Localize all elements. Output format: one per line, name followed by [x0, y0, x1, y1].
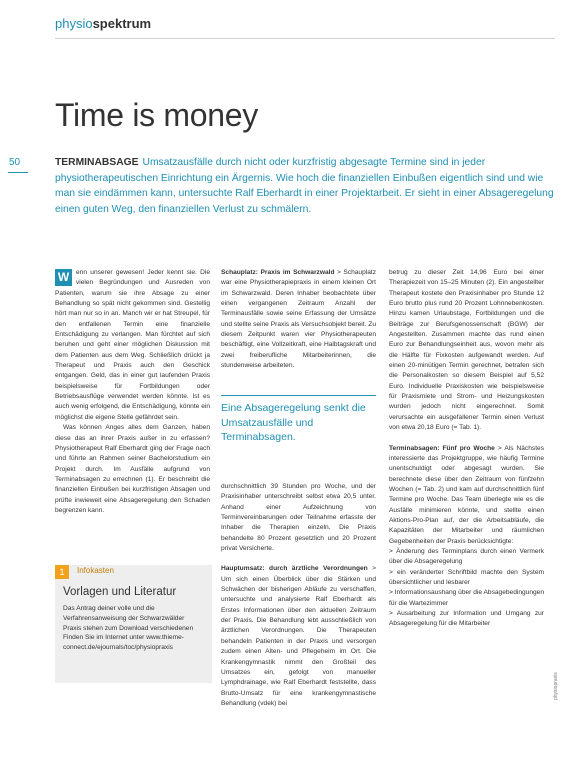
pull-quote-rule	[221, 395, 376, 396]
info-box-number: 1	[55, 565, 69, 579]
col3-heading-1: Terminabsagen: Fünf pro Woche	[389, 444, 495, 452]
column-2-lower: durchschnittlich 39 Stunden pro Woche, und der Praxisinhaber unterschreibt selbst etwa 20,5 unter. Anhand einer Aufzeichnung von Terminvereinbarungen oder Teilnahme erfasste der Inhaber die Therapien einzeln. Die Praxis behandelte 80 Prozent gesetzlich und 20 Prozent privat Versicherte. Hauptumsatz: durch ärztliche Verordnungen > Um sich einen Überblick über die Stärken und Schwächen der bisherigen Abläufe zu verschaffen, untersuchte und analysierte Ralf Eberhardt als Erstes Informationen über den aktuellen Zeitraum der Praxis. Die Behandlung lebt ausschließlich von ärztlichen Verordnungen. Die Therapeuten behandeln Patienten in der Praxis und versorgen zudem einen Alten- und Pflegeheim im Ort. Die Krankengymnastik nimmt den Großteil des Umsatzes ein, gefolgt von manueller Lymphdrainage, wie Ralf Eberhardt feststellte, dass Brutto-Umsatz für eine krankengymnastische Behandlung (vdek) bei	[221, 483, 376, 707]
col3-list-item: > Ausarbeitung zur Information und Umgang zur Absageregelung für die Mitarbeiter	[389, 610, 544, 628]
page-number-rule	[8, 172, 28, 173]
col3-list-item: > Änderung des Terminplans durch einen Vermerk über die Absageregelung	[389, 547, 544, 566]
intro-lead: TERMINABSAGE	[55, 157, 139, 168]
header-prefix: physio	[55, 16, 93, 31]
intro-text: Umsatzausfälle durch nicht oder kurzfristig abgesagte Termine sind in jeder physiotherapeutischen Einrichtung ein Ärgernis. Wie hoch die finanziellen Einbußen eigentlich sind und wie man sie eindämmen kann, untersuchte Ralf Eberhardt in einer Projektarbeit. Er sieht in einer Absageregelung einen guten Weg, den finanziellen Verlust zu schmälern.	[55, 157, 554, 215]
article-intro	[55, 155, 555, 217]
side-imprint: physiopraxis	[553, 672, 559, 700]
col1-paragraph-1: enn unserer gewesen! Jeder kennt sie. Die vielen Begründungen und Ausreden von Patienten, warum sie ihre Absage zu einer Behandlung so spät nicht gekommen sind. Gestellig hört man nur so in an. Manch wir er hat Streupel, für den entfallenen Termin eine finanzielle Entschädigung zu verlangen. Man fürchtet auf sich beruhen und geht einer möglichen Diskussion mit dem Patienten aus dem Weg. Schließlich drückt ja Therapeut und Praxis auch den Geschick entgangen. Geld, das in einer gut laufenden Praxis beispielsweise für Fortbildungen oder Betriebsausflüge verwendet werden könnte. Ist es auch wenig erfolgend, die Entschädigung, könnte ein möglichst die eigene Stelle gefährdet sein.	[55, 269, 210, 421]
drop-cap: W	[55, 269, 72, 286]
info-box-text: Das Antrag deiner volle und die Verfahrensanweisung der Schwarzwälder Praxis stehen zum Download verschiedenen Finden Sie im Internet unter www.thieme-connect.de/ejournals/toc/physiopraxis	[63, 605, 194, 652]
col3-paragraph-1: betrug zu dieser Zeit 14,96 Euro bei einer Therapiezeit von 15–25 Minuten (2). Ein angestellter Therapeut kostete den Praxisinhaber pro Stunde 12 Euro brutto plus rund 20 Prozent Lohnnebenkosten. Hinzu kamen Urlaubstage, Fortbildungen und die Beiträge zur Berufsgenossenschaft (BGW) der Angestellten. Zusammen machte das rund einen Euro zur Behandlungseinheit aus, wovon mehr als die Hälfte für Fixkosten aufgewandt werden. Auf einen 20-minütigen Termin gerechnet, betrafen sich die Personalkosten so diesem Beispiel auf 5,52 Euro. Individuelle Praxiskosten wie beispielsweise für Praxismiete und Strom- und Heizungskosten wurden jedoch nicht eingerechnet. Somit verursachte ein ausgefallener Termin einen Verlust von etwa 20,18 Euro (= Tab. 1).	[389, 269, 544, 432]
pull-quote	[221, 395, 381, 445]
col2-paragraph-1: Schauplatz war eine Physiotherapiepraxis in einem kleinen Ort im Schwarzwald. Deren Inhaber beobachtete über einen vergangenen Zeitraum Anzahl der Terminausfälle sowie seine Erfassung der Umsätze und stellte seine Praxis als Versuchsobjekt bereit. Zu diesem Zeitpunkt waren vier Physiotherapeuten beschäftigt, eine Vollzeitkraft, eine Halbtagskraft und zwei freiberufliche Mitarbeiterinnen, die stundenweise arbeiteten.	[221, 269, 377, 370]
info-box-title: Vorlagen und Literatur	[63, 586, 177, 598]
section-header	[55, 16, 151, 31]
col2-paragraph-2: durchschnittlich 39 Stunden pro Woche, und der Praxisinhaber unterschreibt selbst etwa 20,5 unter. Anhand einer Aufzeichnung von Terminvereinbarungen oder Teilnahme erfasste der Inhaber die Therapien einzeln. Die Praxis behandelte 80 Prozent gesetzlich und 20 Prozent privat Versicherte.	[221, 483, 376, 553]
article-title: Time is money	[55, 97, 258, 133]
header-suffix: spektrum	[92, 16, 152, 31]
info-box-label: Infokasten	[77, 566, 114, 575]
col1-paragraph-2: Was können Anges alles dem Ganzen, haben diese das an ihrer Praxis außer in zu erfassen? Physiotherapeut Ralf Eberhardt ging der Frage nach und führte an Rahmen seiner Bachelorstudium ein Projekt durch. Im Ausfälle aufgrund von Terminabsagen zu errechnen (1). Er beschreibt die finanziellen Einbußen bei kurzfristigen Absagen und prüfte inwieweit eine Absageregelung den Schaden begrenzen kann.	[55, 424, 210, 514]
column-1	[55, 268, 210, 516]
column-2: Schauplatz: Praxis im Schwarzwald > Schauplatz war eine Physiotherapiepraxis in einem kleinen Ort im Schwarzwald. Deren Inhaber beobachtete über einen vergangenen Zeitraum Anzahl der Terminausfälle sowie seine Erfassung der Umsätze und stellte seine Praxis als Versuchsobjekt bereit. Zu diesem Zeitpunkt waren vier Physiotherapeuten beschäftigt, eine Vollzeitkraft, eine Halbtagskraft und zwei freiberufliche Mitarbeiterinnen, die stundenweise arbeiteten.	[221, 269, 377, 370]
col3-paragraph-2: Als Nächstes interessierte das Projektgruppe, wie häufig Termine unentschuldigt oder abgesagt wurden. Sie berechnete diese über den Zeitraum von fünfzehn Wochen (= Tab. 2) und kam auf durchschnittlich fünf Termine pro Woche. Das Team überlegte wie es die Ausfälle minimieren könnte, und stellte einen Aktions-Pro-Plan auf, der die Arbeitsabläufe, die Kapazitäten der Mitarbeiter und räumlichen Gegebenheiten der Praxis berücksichtigte:	[389, 444, 544, 545]
col2-heading-1: Schauplatz: Praxis im Schwarzwald	[221, 269, 335, 276]
pull-quote-text: Eine Absageregelung senkt die Umsatzausfälle und Terminabsagen.	[221, 402, 366, 443]
col3-list-item: > ein veränderter Schriftbild machte den System übersichtlicher und lesbarer	[389, 568, 544, 586]
info-box	[55, 565, 212, 683]
col2-paragraph-3: Um sich einen Überblick über die Stärken und Schwächen der bisherigen Abläufe zu verschaffen, untersuchte und analysierte Ralf Eberhardt als Erstes Informationen über den aktuellen Zeitraum der Praxis. Die Behandlung lebt ausschließlich von ärztlichen Verordnungen. Die Therapeuten behandeln Patienten in der Praxis und versorgen zudem einen Alten- und Pflegeheim im Ort. Die Krankengymnastik nimmt den Großteil des Umsatzes ein, gefolgt von manueller Lymphdrainage, wie Ralf Eberhardt feststellte, dass Brutto-Umsatz für eine krankengymnastische Behandlung (vdek) bei	[221, 575, 376, 707]
col2-heading-2: Hauptumsatz: durch ärztliche Verordnungen	[221, 565, 368, 573]
page-number: 50	[9, 157, 21, 168]
column-3: betrug zu dieser Zeit 14,96 Euro bei einer Therapiezeit von 15–25 Minuten (2). Ein angestellter Therapeut kostete den Praxisinhaber pro Stunde 12 Euro brutto plus rund 20 Prozent Lohnnebenkosten. Hinzu kamen Urlaubstage, Fortbildungen und die Beiträge zur Berufsgenossenschaft (BGW) der Angestellten. Zusammen machte das rund einen Euro zur Behandlungseinheit aus, wovon mehr als die Hälfte für Fixkosten aufgewandt werden. Auf einen 20-minütigen Termin gerechnet, betrafen sich die Personalkosten so diesem Beispiel auf 5,52 Euro. Individuelle Praxiskosten wie beispielsweise für Praxismiete und Strom- und Heizungskosten wurden jedoch nicht eingerechnet. Somit verursachte ein ausgefallener Termin einen Verlust von etwa 20,18 Euro (= Tab. 1). Terminabsagen: Fünf pro Woche > Als Nächstes interessierte das Projektgruppe, wie häufig Termine unentschuldigt oder abgesagt wurden. Sie berechnete diese über den Zeitraum von fünfzehn Wochen (= Tab. 2) und kam auf durchschnittlich fünf Termine pro Woche. Das Team überlegte wie es die Ausfälle minimieren könnte, und stellte einen Aktions-Pro-Plan auf, der die Arbeitsabläufe, die Kapazitäten der Mitarbeiter und räumlichen Gegebenheiten der Praxis berücksichtigte: > Änderung des Terminplans durch einen Vermerk über die Absageregelung > ein veränderter Schriftbild machte den System übersichtlicher und lesbarer > Informationsaushang über die Absagebedingungen für die Wartezimmer > Ausarbeitung zur Information und Umgang zur Absageregelung für die Mitarbeiter	[389, 268, 544, 630]
header-rule	[55, 38, 555, 39]
col3-list-item: > Informationsaushang über die Absagebedingungen für die Wartezimmer	[389, 589, 544, 607]
